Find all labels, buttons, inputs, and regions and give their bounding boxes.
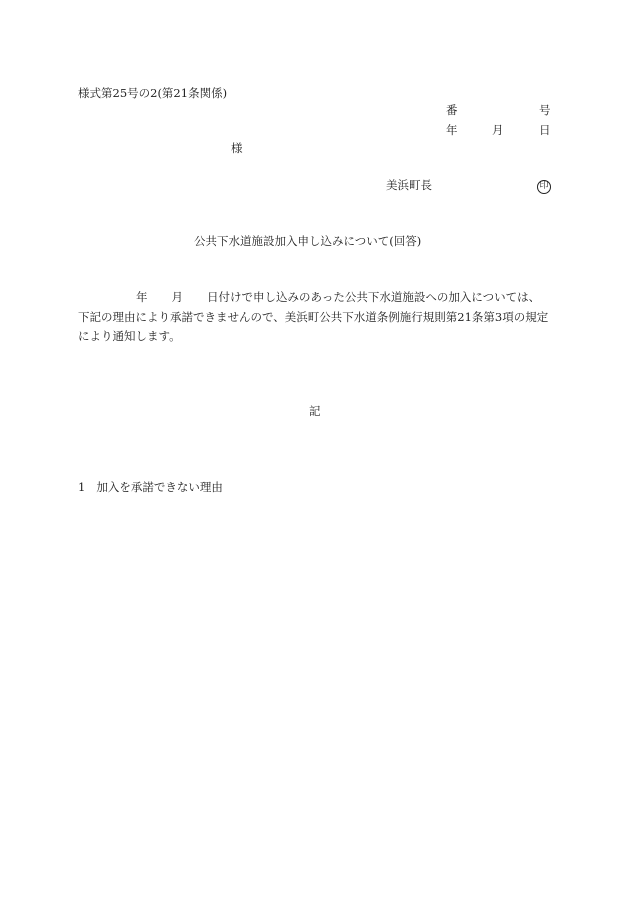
seal-icon: 印 xyxy=(537,180,551,194)
ki-heading: 記 xyxy=(309,404,321,418)
number-label-go: 号 xyxy=(539,103,551,117)
addressee-honorific: 様 xyxy=(231,141,243,155)
number-label-ban: 番 xyxy=(446,103,458,117)
body-line-3: により通知します。 xyxy=(78,329,181,343)
date-label-day: 日 xyxy=(539,123,551,137)
item-1-label: 加入を承諾できない理由 xyxy=(96,480,223,494)
issuer-name: 美浜町長 xyxy=(386,178,432,192)
item-1-number: 1 xyxy=(78,480,86,494)
seal-mark xyxy=(537,179,551,194)
body-date-month: 月 xyxy=(171,290,183,304)
body-line-1-text: 日付けで申し込みのあった公共下水道施設への加入については、 xyxy=(207,290,541,304)
date-label-month: 月 xyxy=(492,123,504,137)
body-date-year: 年 xyxy=(136,290,148,304)
body-line-2: 下記の理由により承諾できませんので、美浜町公共下水道条例施行規則第21条第3項の規定 xyxy=(78,310,549,324)
date-label-year: 年 xyxy=(446,123,458,137)
form-number: 様式第25号の2(第21条関係) xyxy=(78,86,228,100)
document-title: 公共下水道施設加入申し込みについて(回答) xyxy=(194,234,422,248)
body-line-1 xyxy=(78,292,552,304)
item-1 xyxy=(78,482,223,494)
